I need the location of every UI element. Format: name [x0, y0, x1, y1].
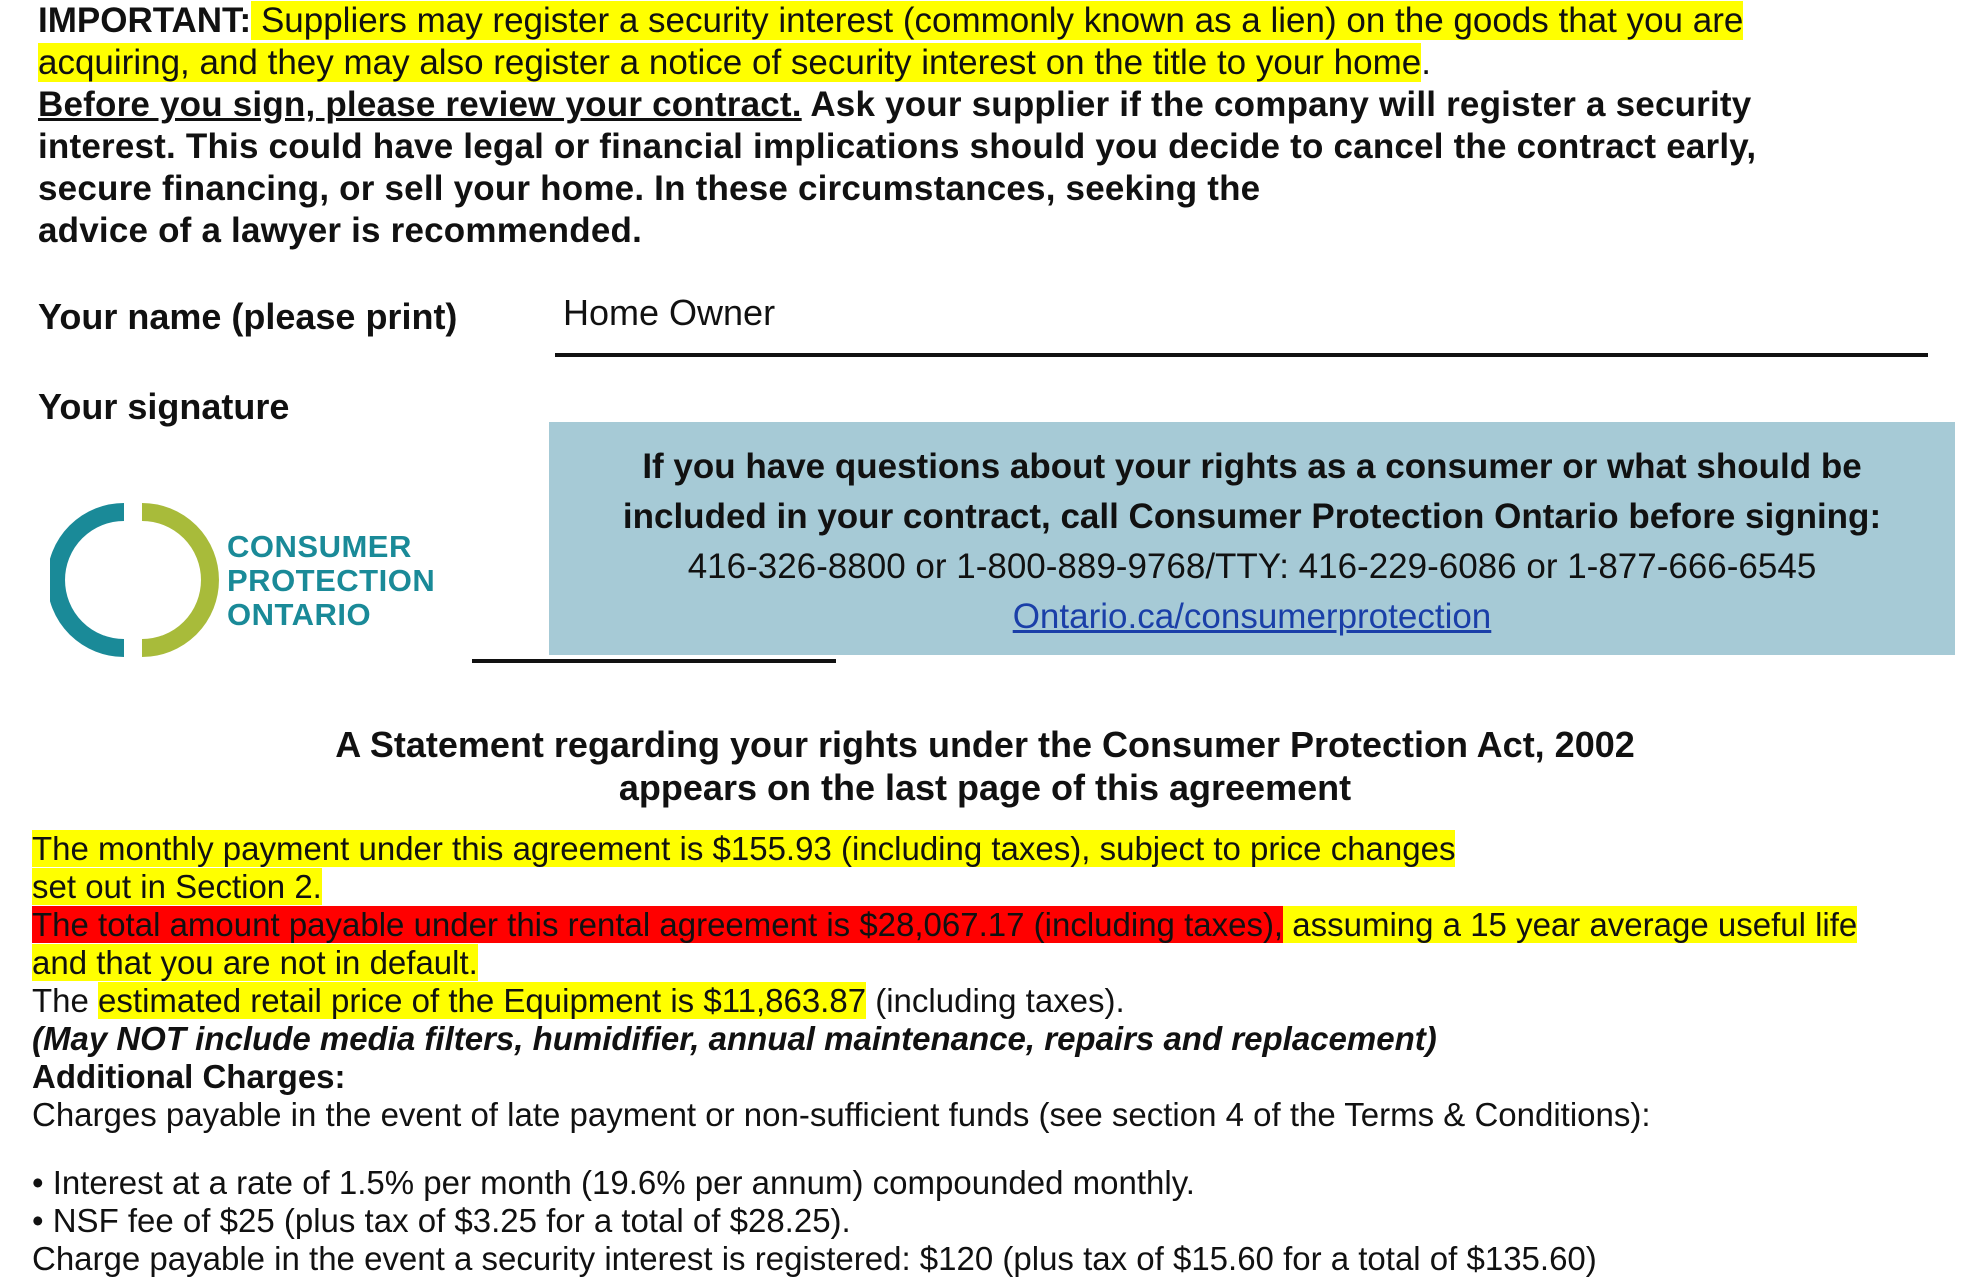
consumer-protection-link[interactable]: Ontario.ca/consumerprotection — [1012, 597, 1492, 636]
info-box — [549, 422, 1955, 655]
name-field[interactable]: Home Owner — [563, 292, 776, 333]
logo-text-line3: ONTARIO — [227, 597, 372, 632]
important-notice — [38, 0, 1938, 252]
important-text-1: Suppliers may register a security interest (commonly known as a lien) on the goods that you are — [251, 1, 1744, 40]
notice-line-4: interest. This could have legal or financial implications should you decide to cancel the contract early, — [38, 127, 1757, 166]
monthly-payment-text-2: set out in Section 2. — [32, 868, 322, 905]
info-phones: 416-326-8800 or 1-800-889-9768/TTY: 416-229-6086 or 1-877-666-6545 — [687, 547, 1817, 586]
retail-price-text: estimated retail price of the Equipment is $11,863.87 — [98, 982, 867, 1019]
review-contract-text: Before you sign, please review your contract. — [38, 85, 802, 124]
monthly-payment-text: The monthly payment under this agreement is $155.93 (including taxes), subject to price changes — [32, 830, 1456, 867]
retail-pre: The — [32, 982, 99, 1019]
default-text: and that you are not in default. — [32, 944, 478, 981]
info-line-1: If you have questions about your rights as a consumer or what should be — [642, 447, 1862, 486]
logo-text-line1: CONSUMER — [227, 529, 412, 564]
useful-life-text: assuming a 15 year average useful life — [1283, 906, 1858, 943]
bullet-nsf: • NSF fee of $25 (plus tax of $3.25 for a total of $28.25). — [32, 1202, 851, 1239]
logo-text-line2: PROTECTION — [227, 563, 436, 598]
consumer-protection-ontario-logo — [50, 500, 470, 670]
retail-post: (including taxes). — [866, 982, 1125, 1019]
statement-line-1: A Statement regarding your rights under the Consumer Protection Act, 2002 — [335, 724, 1635, 765]
name-label: Your name (please print) — [38, 296, 458, 337]
exclusions-text: (May NOT include media filters, humidifier, annual maintenance, repairs and replacement) — [32, 1020, 1437, 1057]
statement-heading — [0, 723, 1970, 809]
notice-line-2 — [38, 42, 1938, 84]
security-charge-text: Charge payable in the event a security interest is registered: $120 (plus tax of $15.60 for a total of $135.60) — [32, 1240, 1597, 1277]
notice-line-5: secure financing, or sell your home. In these circumstances, seeking the — [38, 169, 1261, 208]
bullet-interest: • Interest at a rate of 1.5% per month (19.6% per annum) compounded monthly. — [32, 1164, 1195, 1201]
important-label: IMPORTANT: — [38, 1, 252, 40]
signature-line[interactable] — [472, 659, 836, 663]
notice-line-3 — [38, 84, 1938, 126]
late-payment-intro: Charges payable in the event of late payment or non-sufficient funds (see section 4 of the Terms & Conditions): — [32, 1096, 1651, 1133]
logo-teal-arc — [56, 512, 124, 648]
important-text-2: acquiring, and they may also register a notice of security interest on the title to your home — [38, 43, 1422, 82]
statement-line-2: appears on the last page of this agreement — [618, 767, 1352, 808]
agreement-terms — [32, 830, 1952, 1278]
total-amount-text: The total amount payable under this rental agreement is $28,067.17 (including taxes), — [32, 906, 1284, 943]
notice-line-6: advice of a lawyer is recommended. — [38, 211, 643, 250]
important-text-2-end: . — [1421, 43, 1431, 82]
notice-line-1 — [38, 0, 1938, 42]
review-text: Ask your supplier if the company will register a security — [801, 85, 1752, 124]
info-line-2: included in your contract, call Consumer Protection Ontario before signing: — [622, 497, 1882, 536]
additional-charges-heading: Additional Charges: — [32, 1058, 346, 1095]
logo-green-arc — [142, 512, 210, 648]
name-underline — [555, 353, 1928, 357]
signature-label: Your signature — [38, 386, 290, 427]
